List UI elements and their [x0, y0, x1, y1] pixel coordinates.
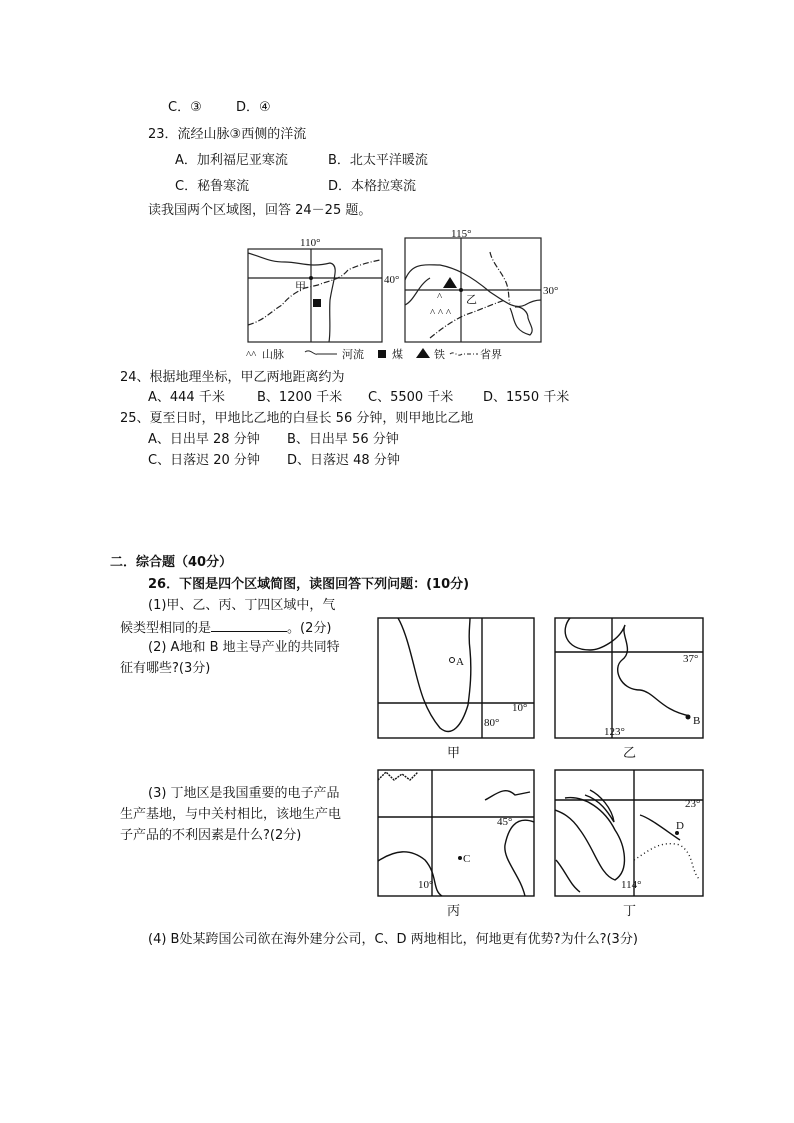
mountain-symbols: [430, 291, 452, 319]
jia-lon: 80°: [484, 717, 500, 729]
bing-lat: 45°: [497, 816, 513, 828]
map-label-yi: 乙: [623, 746, 637, 761]
q24-option-d: D、1550 千米: [483, 390, 570, 405]
q26-part2-line1: (2) A地和 B 地主导产业的共同特: [148, 640, 340, 655]
yi-lat: 37°: [683, 653, 699, 665]
point-d: D: [676, 820, 684, 832]
bing-lon: 10°: [418, 879, 434, 891]
intro-24-25: 读我国两个区域图，回答 24－25 题。: [148, 203, 372, 218]
ding-lat: 23°: [685, 798, 701, 810]
q23-option-b: B．北太平洋暖流: [328, 153, 428, 168]
q23-option-d: D．本格拉寒流: [328, 179, 417, 194]
q25-option-c: C、日落迟 20 分钟: [148, 453, 260, 468]
coal-symbol: [313, 299, 321, 307]
point-c: C: [463, 853, 471, 865]
q23-stem: 23．流经山脉③西侧的洋流: [148, 127, 307, 142]
q26-part3-line2: 生产基地，与中关村相比，该地生产电: [120, 807, 342, 822]
q25-option-a: A、日出早 28 分钟: [148, 432, 260, 447]
q24-option-c: C、5500 千米: [368, 390, 454, 405]
q26-part2-line2: 征有哪些?(3分): [120, 661, 211, 676]
q26-part1-line2: [120, 619, 331, 637]
legend-coal: 煤: [392, 349, 403, 361]
q22-option-d: D．④: [236, 100, 271, 115]
q24-option-a: A、444 千米: [148, 390, 225, 405]
jia-lat: 10°: [512, 702, 528, 714]
q26-stem: 26．下图是四个区域简图，读图回答下列问题：(10分): [148, 577, 470, 592]
legend-border: 省界: [480, 349, 502, 361]
q24-stem: 24、根据地理坐标，甲乙两地距离约为: [120, 370, 345, 385]
q26-part1-text: 候类型相同的是: [120, 621, 212, 636]
left-point: 甲: [295, 281, 306, 293]
legend-river: 河流: [342, 349, 364, 361]
right-point: 乙: [466, 294, 477, 306]
answer-blank[interactable]: [211, 619, 287, 632]
q26-part1-line1: (1)甲、乙、丙、丁四区域中，气: [148, 598, 336, 613]
ding-lon: 114°: [621, 879, 642, 891]
q23-option-c: C．秘鲁寒流: [175, 179, 250, 194]
right-lon: 115°: [451, 228, 472, 240]
svg-text:^ ^ ^: ^ ^ ^: [430, 307, 451, 319]
q23-option-a: A．加利福尼亚寒流: [175, 153, 288, 168]
q26-part3-line3: 子产品的不利因素是什么?(2分): [120, 828, 302, 843]
q24-option-b: B、1200 千米: [257, 390, 343, 405]
yi-lon: 123°: [604, 726, 625, 738]
left-lon: 110°: [300, 237, 321, 249]
section-2-title: 二．综合题（40分）: [110, 555, 233, 570]
q25-option-d: D、日落迟 48 分钟: [287, 453, 400, 468]
right-lat: 30°: [543, 285, 559, 297]
q25-option-b: B、日出早 56 分钟: [287, 432, 399, 447]
point-a: A: [456, 656, 464, 668]
legend-mountain: 山脉: [262, 349, 284, 361]
legend-mountain-icon: ^^: [246, 349, 257, 361]
svg-text:^: ^: [437, 291, 443, 303]
q26-part1-score: 。(2分): [287, 621, 332, 636]
map-label-jia: 甲: [447, 746, 461, 761]
q26-part3-line1: (3) 丁地区是我国重要的电子产品: [148, 786, 340, 801]
map-label-bing: 丙: [447, 904, 461, 919]
q26-part4: (4) B处某跨国公司欲在海外建分公司，C、D 两地相比，何地更有优势?为什么?(3分): [148, 932, 638, 947]
map-label-ding: 丁: [623, 904, 637, 919]
legend-iron: 铁: [434, 349, 445, 361]
q25-stem: 25、夏至日时，甲地比乙地的白昼长 56 分钟，则甲地比乙地: [120, 411, 474, 426]
point-b: B: [693, 715, 701, 727]
left-lat: 40°: [384, 274, 400, 286]
q22-option-c: C．③: [168, 100, 202, 115]
iron-symbol: [443, 277, 457, 288]
